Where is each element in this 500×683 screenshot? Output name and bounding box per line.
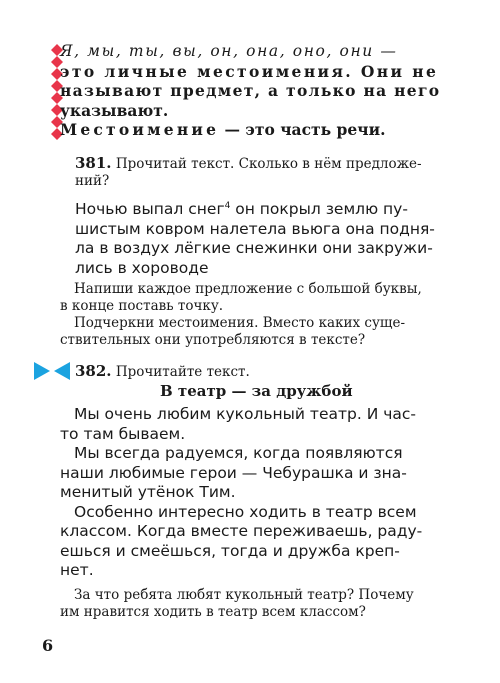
p3-line-3: ешься и смеёшься, тогда и дружба креп- bbox=[60, 541, 400, 560]
instruction-line-2: в конце поставь точку. bbox=[60, 298, 224, 314]
instruction-line-3: Подчеркни местоимения. Вместо каких суще- bbox=[74, 315, 406, 331]
text-line-1b: он покрыл землю пу- bbox=[230, 200, 408, 219]
exercise-381-number: 381. bbox=[75, 154, 112, 172]
p1-line-1: Мы очень любим кукольный театр. И час- bbox=[74, 405, 416, 423]
text-line-3: ла в воздух лёгкие снежинки они закружи- bbox=[75, 239, 433, 258]
p2-line-2: наши любимые герои — Чебурашка и зна- bbox=[60, 463, 407, 482]
exercise-382-task-text: Прочитайте текст. bbox=[115, 364, 250, 380]
exercise-381-task-line-1: Прочитай текст. Сколько в нём предложе- bbox=[115, 156, 422, 172]
question-line-1: За что ребята любят кукольный театр? Почему bbox=[74, 587, 414, 603]
page-number: 6 bbox=[42, 636, 54, 655]
exercise-381-instructions bbox=[60, 281, 460, 349]
rule-pronoun-list: Я, мы, ты, вы, он, она, оно, они — bbox=[60, 42, 398, 60]
text-line-1a: Ночью выпал снег bbox=[75, 200, 225, 219]
p3-line-4: нет. bbox=[60, 561, 94, 579]
footnote-mark: 4 bbox=[224, 201, 231, 211]
exercise-382-task bbox=[75, 363, 473, 381]
rule-block bbox=[60, 42, 455, 140]
p3-line-1: Особенно интересно ходить в театр всем bbox=[74, 502, 417, 521]
exercise-381-text bbox=[75, 197, 475, 278]
p3-line-2: классом. Когда вместе переживаешь, раду- bbox=[60, 522, 423, 540]
exercise-382-text bbox=[60, 405, 460, 581]
rule-line-3: называют предмет, а только на него bbox=[60, 81, 441, 100]
instruction-line-4: ствительных они употребляются в тексте? bbox=[60, 332, 366, 348]
exercise-381-task bbox=[75, 155, 473, 190]
rule-term: Местоимение bbox=[60, 120, 220, 139]
text-title: В театр — за дружбой bbox=[160, 382, 353, 400]
text-line-4: лись в хороводе bbox=[75, 258, 209, 277]
rule-line-2: это личные местоимения. Они не bbox=[60, 61, 439, 81]
rule-definition bbox=[60, 120, 455, 140]
rule-line-4: указывают. bbox=[60, 100, 169, 120]
text-line-2: шистым ковром налетела вьюга она подня- bbox=[75, 219, 435, 238]
exercise-marker-icon bbox=[34, 362, 70, 380]
p2-line-1: Мы всегда радуемся, когда появляются bbox=[74, 444, 403, 462]
instruction-line-1: Напиши каждое предложение с большой буквы, bbox=[74, 281, 422, 297]
exercise-381-task-line-2: ний? bbox=[75, 173, 110, 189]
exercise-382-number: 382. bbox=[75, 362, 112, 380]
rule-definition-rest: — это часть речи. bbox=[219, 120, 386, 139]
p2-line-3: менитый утёнок Тим. bbox=[60, 483, 236, 501]
question-line-2: им нравится ходить в театр всем классом? bbox=[60, 604, 366, 620]
p1-line-2: то там бываем. bbox=[60, 424, 186, 443]
exercise-382-questions bbox=[60, 587, 460, 621]
